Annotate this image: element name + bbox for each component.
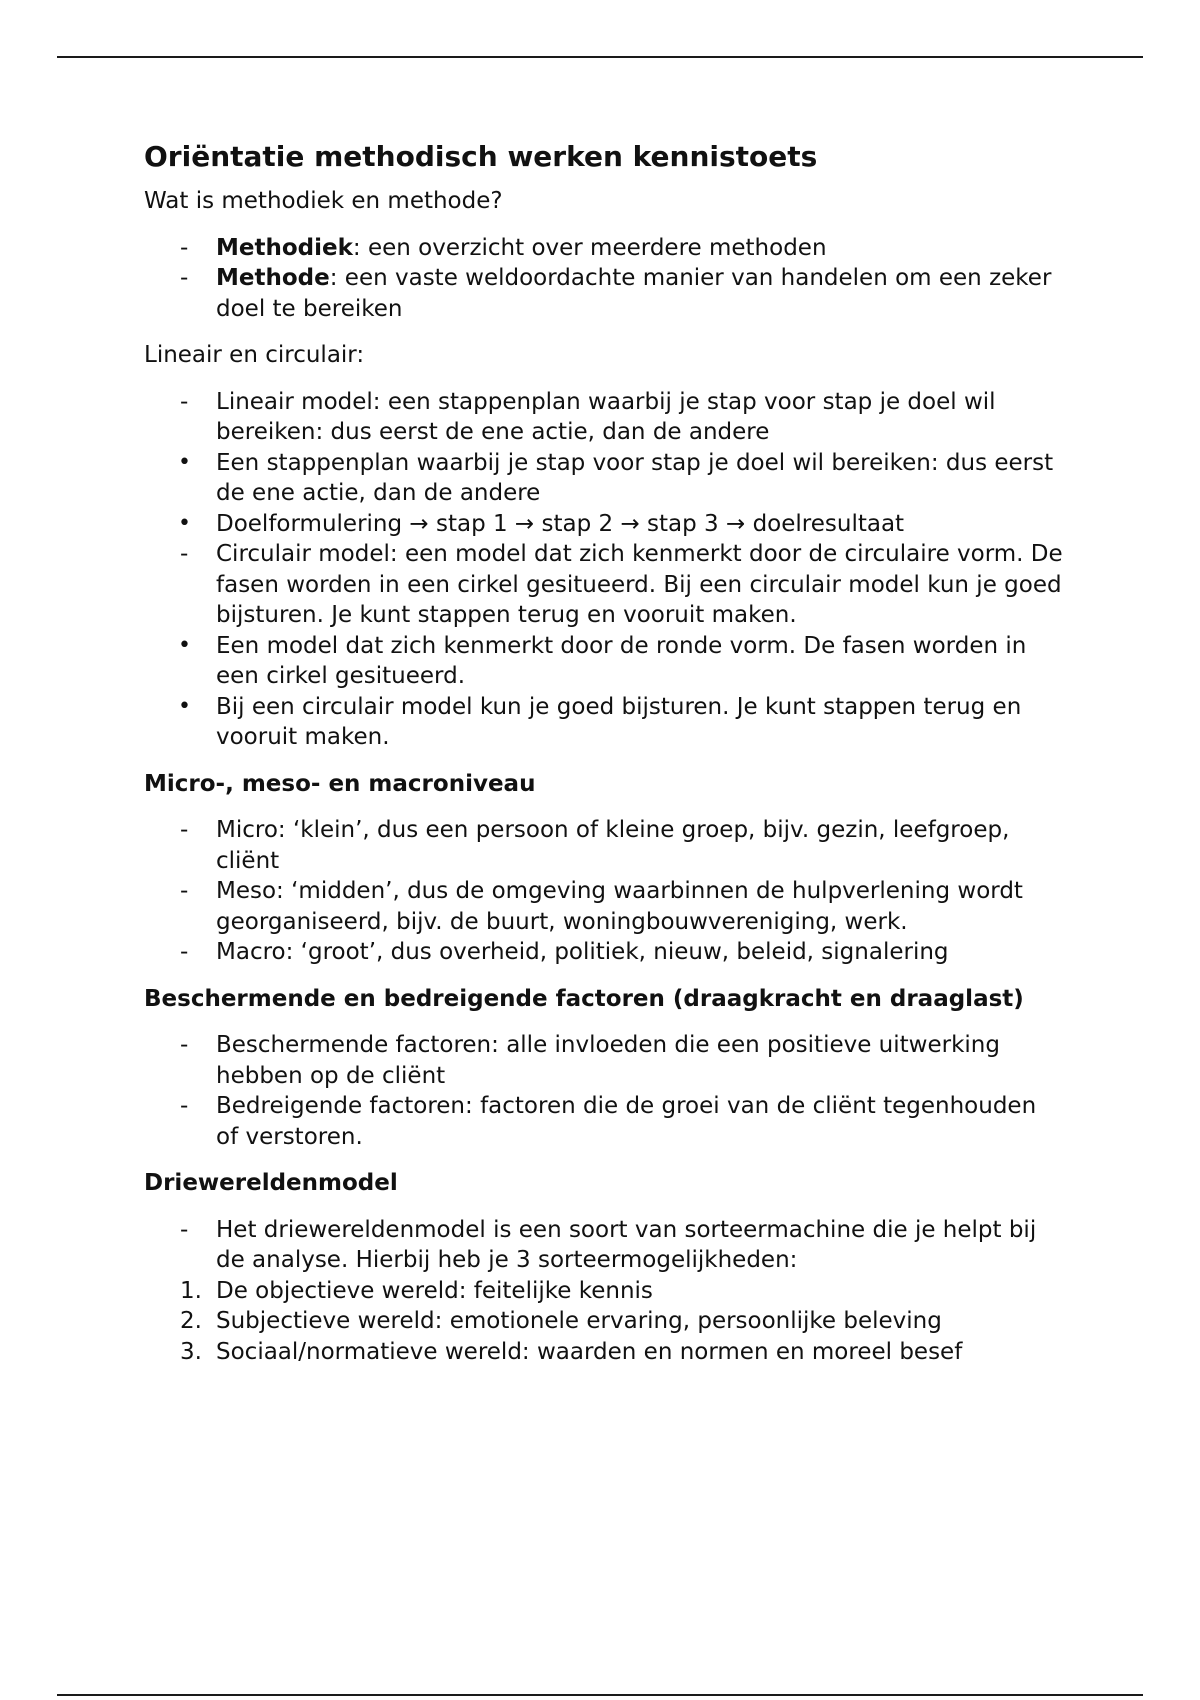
item-text: Lineair model: een stappenplan waarbij je stap voor stap je doel wil bereiken: dus eerst de ene actie, dan de andere — [216, 388, 996, 445]
intro-question: Wat is methodiek en methode? — [144, 188, 503, 214]
model-list — [144, 387, 1064, 753]
section-label: Lineair en circulair: — [144, 342, 365, 368]
dash-marker: - — [180, 1093, 189, 1119]
term: Methode — [216, 265, 330, 291]
factors-list — [144, 1030, 1064, 1152]
list-item — [180, 1306, 1064, 1337]
list-item — [180, 876, 1064, 937]
definition-list — [144, 233, 1064, 325]
list-item — [180, 233, 1064, 264]
numbered-list — [144, 1276, 1064, 1368]
list-item — [180, 815, 1064, 876]
list-item — [178, 692, 1064, 753]
list-item — [180, 1030, 1064, 1091]
item-text: Bedreigende factoren: factoren die de groei van de cliënt tegenhouden of verstoren. — [216, 1093, 1037, 1150]
list-item — [180, 263, 1064, 324]
dash-marker: - — [180, 541, 189, 567]
list-item — [178, 631, 1064, 692]
bullet-marker: • — [178, 632, 191, 658]
list-item — [180, 1276, 1064, 1307]
section-heading: Beschermende en bedreigende factoren (draagkracht en draaglast) — [144, 985, 1024, 1012]
item-text: Sociaal/normatieve wereld: waarden en normen en moreel besef — [216, 1338, 963, 1365]
item-text: Macro: ‘groot’, dus overheid, politiek, nieuw, beleid, signalering — [216, 939, 949, 965]
document-body — [144, 140, 1064, 1383]
dash-marker: - — [180, 817, 189, 843]
item-text: Bij een circulair model kun je goed bijsturen. Je kunt stappen terug en vooruit maken. — [216, 693, 1022, 750]
item-text: Een model dat zich kenmerkt door de ronde vorm. De fasen worden in een cirkel gesitueerd. — [216, 632, 1027, 689]
dash-marker: - — [180, 265, 189, 291]
list-item — [180, 1337, 1064, 1368]
item-text: Een stappenplan waarbij je stap voor stap je doel wil bereiken: dus eerst de ene actie, dan de andere — [216, 449, 1054, 506]
header-rule — [57, 56, 1143, 58]
item-text: Circulair model: een model dat zich kenmerkt door de circulaire vorm. De fasen worden in een cirkel gesitueerd. Bij een circulair model kun je goed bijsturen. Je kunt stappen terug en vooruit maken. — [216, 541, 1063, 628]
driewereldenmodel-list — [144, 1215, 1064, 1368]
bullet-marker: • — [178, 449, 191, 475]
definition: : een overzicht over meerdere methoden — [352, 234, 827, 261]
number-marker: 1. — [180, 1277, 202, 1304]
dash-marker: - — [180, 1216, 189, 1243]
dash-marker: - — [180, 1032, 189, 1058]
section-heading: Micro-, meso- en macroniveau — [144, 770, 536, 797]
list-item — [178, 539, 1064, 753]
item-text: Het driewereldenmodel is een soort van sorteermachine die je helpt bij de analyse. Hierbij heb je 3 sorteermogelijkheden: — [216, 1216, 1037, 1273]
dash-marker: - — [180, 878, 189, 904]
item-text: Meso: ‘midden’, dus de omgeving waarbinnen de hulpverlening wordt georganiseerd, bijv. de buurt, woningbouwvereniging, werk. — [216, 878, 1023, 935]
item-text: De objectieve wereld: feitelijke kennis — [216, 1277, 653, 1304]
item-text: Micro: ‘klein’, dus een persoon of kleine groep, bijv. gezin, leefgroep, cliënt — [216, 817, 1010, 874]
sub-list — [144, 631, 1064, 753]
dash-marker: - — [180, 234, 189, 261]
number-marker: 2. — [180, 1308, 202, 1334]
dash-marker: - — [180, 388, 189, 415]
list-item — [178, 448, 1064, 509]
term: Methodiek — [216, 234, 353, 261]
item-text: Subjectieve wereld: emotionele ervaring, persoonlijke beleving — [216, 1308, 942, 1334]
sub-list — [144, 448, 1064, 540]
dash-marker: - — [180, 939, 189, 965]
list-item — [180, 1215, 1064, 1368]
footer-rule — [57, 1694, 1143, 1696]
bullet-marker: • — [178, 693, 191, 719]
list-item — [180, 1091, 1064, 1152]
item-text: Doelformulering → stap 1 → stap 2 → stap 3 → doelresultaat — [216, 510, 905, 537]
number-marker: 3. — [180, 1338, 202, 1365]
section-heading: Driewereldenmodel — [144, 1170, 398, 1196]
item-text: Beschermende factoren: alle invloeden die een positieve uitwerking hebben op de cliënt — [216, 1032, 1000, 1089]
list-item — [180, 937, 1064, 968]
definition: : een vaste weldoordachte manier van handelen om een zeker doel te bereiken — [216, 265, 1052, 322]
list-item — [178, 509, 1064, 540]
page-title: Oriëntatie methodisch werken kennistoets — [144, 140, 818, 173]
bullet-marker: • — [178, 510, 191, 536]
list-item — [178, 387, 1064, 540]
levels-list — [144, 815, 1064, 968]
